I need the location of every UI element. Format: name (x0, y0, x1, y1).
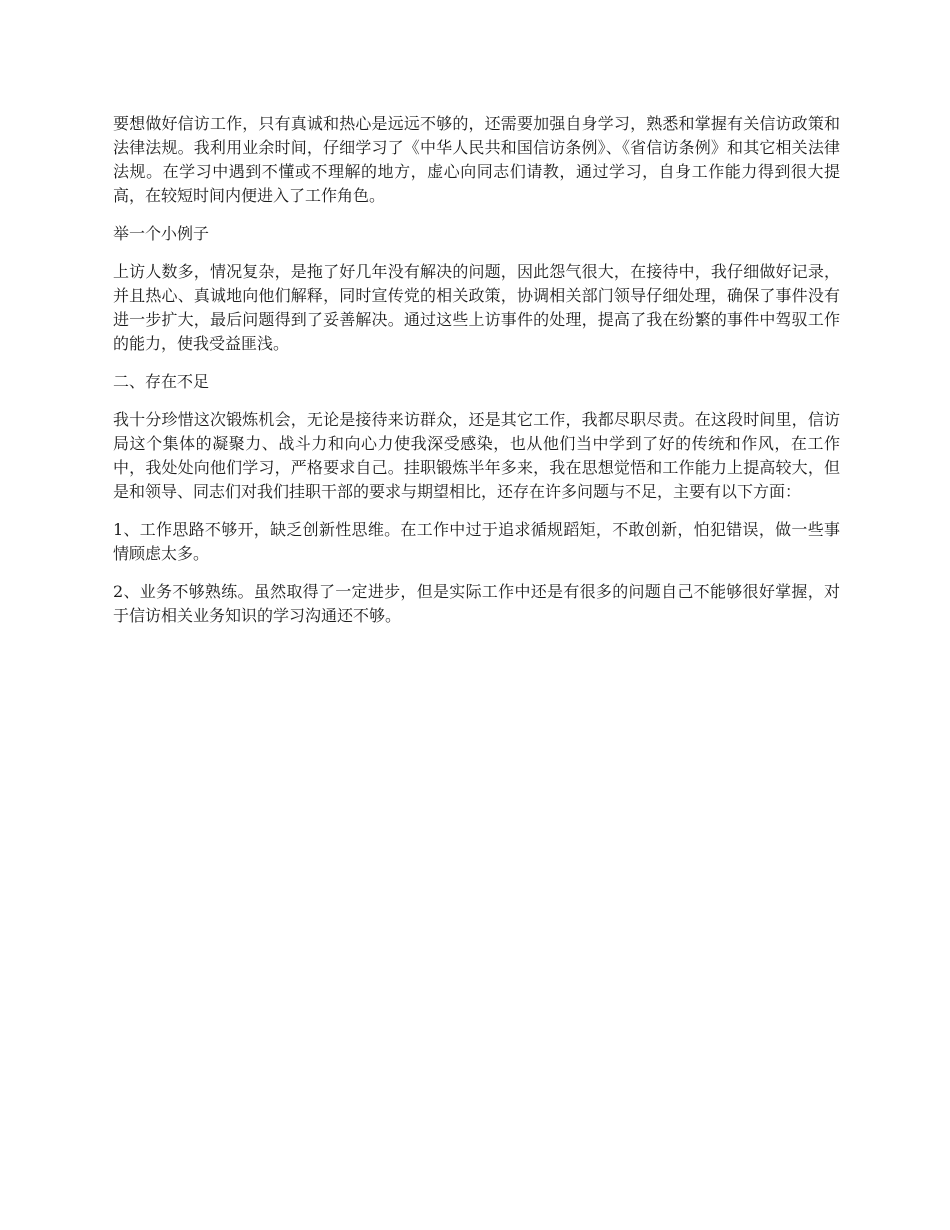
paragraph-example-heading: 举一个小例子 (113, 224, 210, 243)
list-item-1: 1、工作思路不够开，缺乏创新性思维。在工作中过于追求循规蹈矩，不敢创新，怕犯错误，做一些事情顾虑太多。 (113, 520, 840, 563)
paragraph-shortcomings: 我十分珍惜这次锻炼机会，无论是接待来访群众，还是其它工作，我都尽职尽责。在这段时间里，信访局这个集体的凝聚力、战斗力和向心力使我深受感染，也从他们当中学到了好的传统和作风，在工作中，我处处向他们学习，严格要求自己。挂职锻炼半年多来，我在思想觉悟和工作能力上提高较大，但是和领导、同志们对我们挂职干部的要求与期望相比，还存在许多问题与不足，主要有以下方面： (113, 410, 840, 501)
paragraph-example: 上访人数多，情况复杂，是拖了好几年没有解决的问题，因此怨气很大，在接待中，我仔细做好记录，并且热心、真诚地向他们解释，同时宣传党的相关政策，协调相关部门领导仔细处理，确保了事件没有进一步扩大，最后问题得到了妥善解决。通过这些上访事件的处理，提高了我在纷繁的事件中驾驭工作的能力，使我受益匪浅。 (113, 262, 840, 353)
list-item-2: 2、业务不够熟练。虽然取得了一定进步，但是实际工作中还是有很多的问题自己不能够很好掌握，对于信访相关业务知识的学习沟通还不够。 (113, 582, 840, 625)
document-page (113, 112, 840, 642)
section-heading-shortcomings: 二、存在不足 (113, 372, 210, 391)
paragraph-study: 要想做好信访工作，只有真诚和热心是远远不够的，还需要加强自身学习，熟悉和掌握有关信访政策和法律法规。我利用业余时间，仔细学习了《中华人民共和国信访条例》、《省信访条例》和其它相关法律法规。在学习中遇到不懂或不理解的地方，虚心向同志们请教，通过学习，自身工作能力得到很大提高，在较短时间内便进入了工作角色。 (113, 114, 840, 205)
